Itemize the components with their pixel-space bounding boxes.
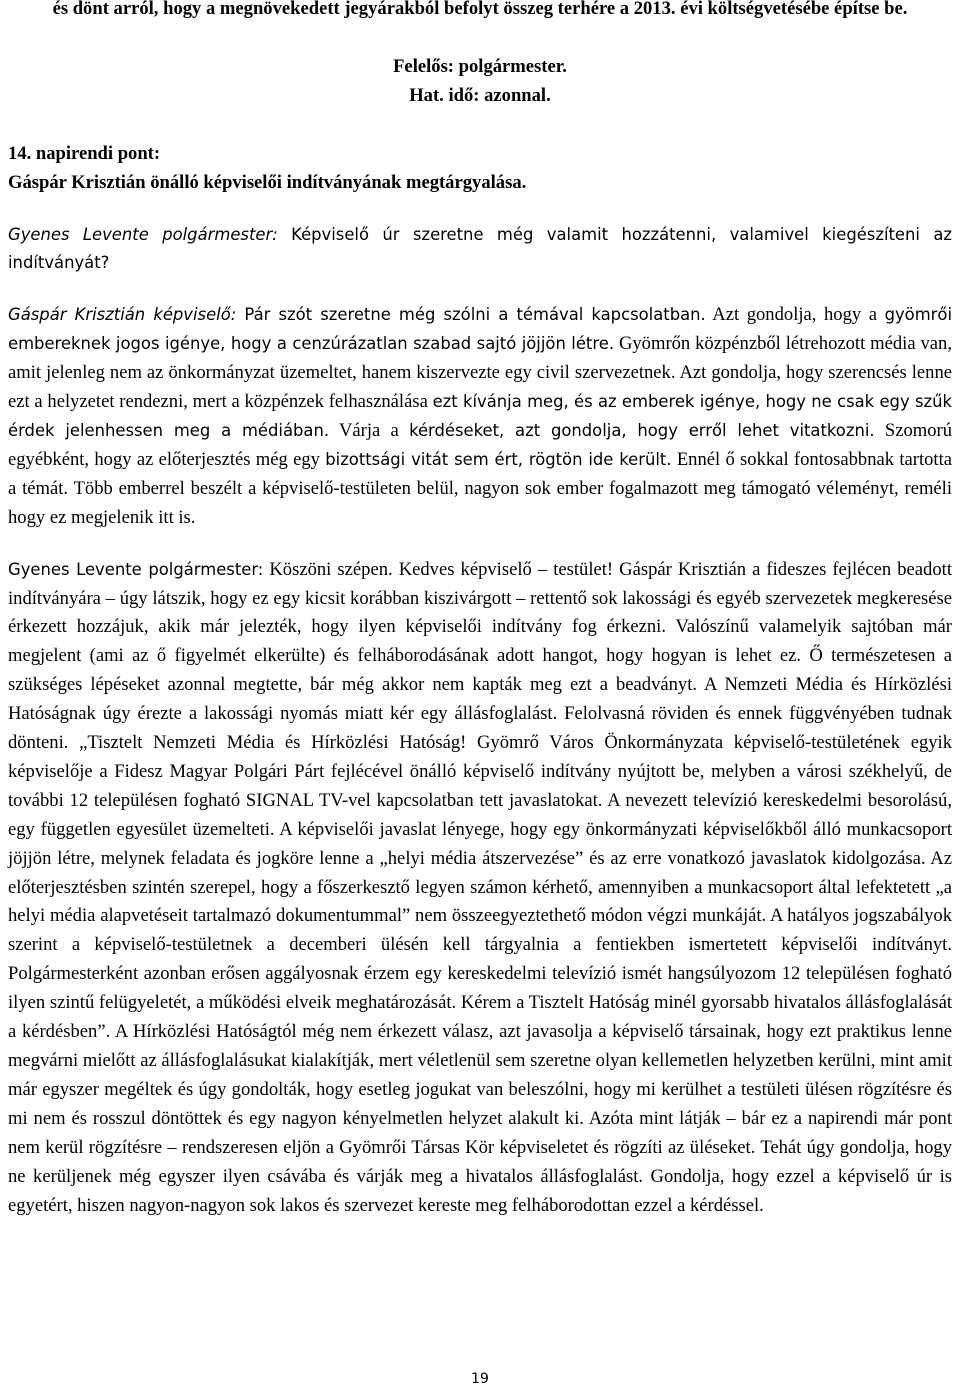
speech-text: Azt gondolja, hogy a — [705, 304, 885, 326]
speech-text: Szomorú egyébként, hogy az előterjesztés még egy — [8, 419, 952, 470]
speech-text: gyömrői embereknek jogos igénye, hogy a cenzúrázatlan szabad sajtó jöjjön létre. — [8, 305, 952, 354]
speech-text: Pár szót szeretne még szólni a témával kapcsolatban. — [236, 305, 706, 325]
speech-text: Várja a — [329, 419, 410, 441]
paragraph-mayor-response — [8, 556, 952, 1221]
speaker-name: Gyenes Levente polgármester: — [8, 559, 264, 579]
speech-text: Ennél ő sokkal fontosabbnak tartotta a témát. Több emberrel beszélt a képviselő-testületen belül, nagyon sok ember fogalmazott meg támogató véleményt, reméli hogy ez megjelenik itt is. — [8, 448, 953, 528]
speech-text: Azt gondolja, hogy szerencsés lenne ezt a helyzetet rendezni, mert a közpénzek felhasználása — [8, 362, 952, 413]
paragraph-representative — [8, 301, 952, 532]
agenda-title: Gáspár Krisztián önálló képviselői indítványának megtárgyalása. — [8, 171, 527, 193]
responsibility-block — [8, 53, 952, 111]
speaker-name: Gyenes Levente polgármester: — [8, 224, 278, 244]
page-number: 19 — [471, 1371, 489, 1387]
paragraph-mayor-question — [8, 221, 952, 279]
intro-paragraph: és dönt arról, hogy a megnövekedett jegyárakból befolyt összeg terhére a 2013. évi költségvetésébe építse be. — [52, 0, 908, 19]
deadline-line: Hat. idő: azonnal. — [409, 84, 551, 106]
responsible-line: Felelős: polgármester. — [393, 55, 567, 77]
speech-text: Képviselő úr szeretne még valamit hozzátenni, valamivel kiegészíteni az indítványát? — [8, 224, 952, 273]
speech-text: Köszöni szépen. Kedves képviselő – testület! Gáspár Krisztián a fideszes fejlécen beadott indítványára – úgy látszik, hogy ez egy kicsit korábban kiszivárgott – rettentő sok lakossági és egyéb szervezetek megkeresése érkezett hozzájuk, akik már jelezték, hogy ilyen képviselői indítvány fog érkezni. Valószínű valamelyik sajtóban már megjelent (ami az ő figyelmét elkerülte) és felháborodásának adott hangot, hogy hogyan is lehet ez. Ő természetesen a szükséges lépéseket azonnal megtette, bár még akkor nem kapták meg ezt a beadványt. A Nemzeti Média és Hírközlési Hatóságnak úgy érezte a lakossági nyomás miatt kér egy állásfoglalást. Felolvasná röviden és ennek függvényében tudnak dönteni. „Tisztelt Nemzeti Média és Hírközlési Hatóság! Gyömrő Város Önkormányzata képviselő-testületének egyik képviselője a Fidesz Magyar Polgári Párt fejlécével önálló képviselő indítvány nyújtott be, melyben a városi székhelyű, de további 12 településen fogható SIGNAL TV-vel kapcsolatban tett javaslatokat. A nevezett televízió kereskedelmi besorolású, egy független egyesület üzemelteti. A képviselői javaslat lényege, hogy egy önkormányzati képviselőkből álló munkacsoport jöjjön létre, melynek feladata és jogköre lenne a „helyi média átszervezése” és az erre vonatkozó javaslatok kidolgozása. Az előterjesztésben szintén szerepel, hogy a főszerkesztő legyen számon kérhető, amennyiben a munkacsoport által lefektetett „a helyi média alapvetéseit tartalmazó dokumentummal” nem összeegyeztethető módon végzi munkáját. A hatályos jogszabályok szerint a képviselő-testületnek a decemberi ülésén kell tárgyalnia a fentiekben ismertetett képviselői indítványt. Polgármesterként azonban erősen aggályosnak érzem egy kereskedelmi televízió ismét hangsúlyozom 12 településen fogható ilyen szintű felügyeletét, a működési elveik meghatározását. Kérem a Tisztelt Hatóság minél gyorsabb hivatalos állásfoglalását a kérdésben”. A Hírközlési Hatóságtól még nem érkezett válasz, azt javasolja a képviselő társainak, hogy ezt praktikus lenne megvárni mielőtt az állásfoglalásukat kialakítják, mert véletlenül sem szeretne olyan kellemetlen helyzetben kerülni, mint amit már egyszer megéltek és úgy gondolták, hogy esetleg jogukat van beleszólni, hogy mi kerülhet a testületi ülésen rögzítésre és mi nem és rosszul döntöttek és egy nagyon kényelmetlen helyzet alakult ki. Azóta mint látják – bár ez a napirendi már pont nem kerül rögzítésre – rendszeresen eljön a Gyömrői Társas Kör képviseletet és rögzíti az üléseket. Tehát úgy gondolja, hogy ne kerüljenek még egyszer ilyen csávába és várják meg a hivatalos állásfoglalást. Gondolja, hogy ezzel a képviselő úr is egyetért, hiszen nagyon-nagyon sok lakos és szervezet kereste meg felháborodottan ezzel a kérdéssel. — [8, 558, 952, 1216]
speech-text: bizottsági vitát sem ért, rögtön ide került. — [325, 449, 672, 469]
speaker-name: Gáspár Krisztián képviselő: — [8, 305, 237, 325]
speech-text: Gyömrőn közpénzből létrehozott média van, amit jelenleg nem az önkormányzat üzemeltet, hanem kiszervezte egy civil szervezetnek. — [8, 333, 953, 384]
agenda-block — [8, 140, 952, 198]
agenda-heading: 14. napirendi pont: — [8, 142, 161, 164]
speech-text: ezt kívánja meg, és az emberek igénye, hogy ne csak egy szűk érdek jelenhessen meg a médiában. — [8, 392, 952, 440]
speech-text: kérdéseket, azt gondolja, hogy erről lehet vitatkozni. — [409, 420, 875, 440]
